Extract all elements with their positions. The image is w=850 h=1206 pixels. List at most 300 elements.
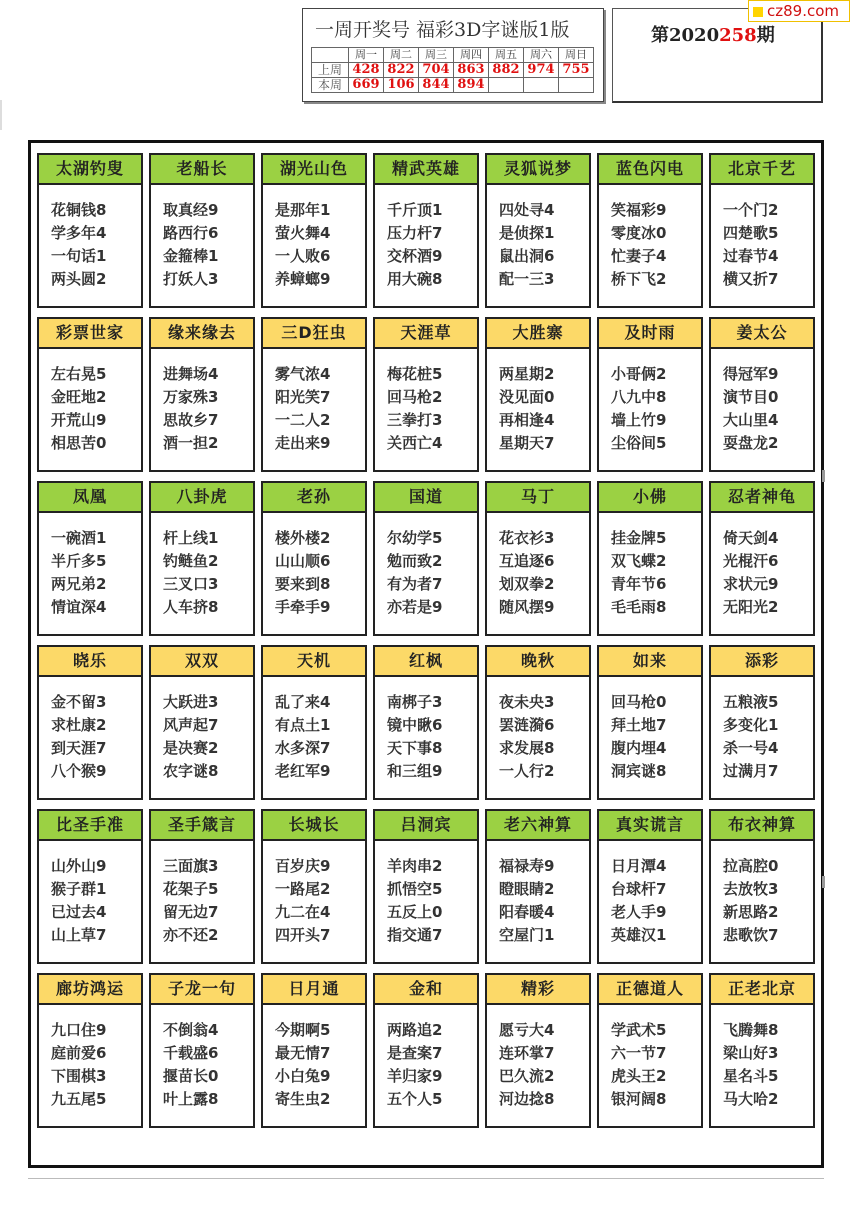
riddle-line: 尔幼学5 bbox=[387, 529, 443, 547]
card-body bbox=[597, 511, 703, 636]
riddle-line: 乱了来4 bbox=[275, 693, 331, 711]
riddle-line: 回马枪0 bbox=[611, 693, 667, 711]
riddle-line: 用大碗8 bbox=[387, 270, 443, 288]
card-title: 如来 bbox=[597, 645, 703, 675]
riddle-line: 笑福彩9 bbox=[611, 201, 667, 219]
riddle-card bbox=[373, 153, 479, 306]
riddle-list bbox=[263, 677, 365, 783]
card-body bbox=[261, 1003, 367, 1128]
riddle-list bbox=[375, 349, 477, 455]
riddle-card bbox=[485, 809, 591, 962]
last-week-row bbox=[312, 63, 594, 78]
card-title: 天涯草 bbox=[373, 317, 479, 347]
riddle-line: 夜未央3 bbox=[499, 693, 555, 711]
card-body bbox=[709, 839, 815, 964]
card-body bbox=[149, 347, 255, 472]
riddle-list bbox=[599, 513, 701, 619]
riddle-line: 思故乡7 bbox=[163, 411, 219, 429]
card-title: 灵狐说梦 bbox=[485, 153, 591, 183]
riddle-line: 千斤顶1 bbox=[387, 201, 443, 219]
card-title: 大胜寨 bbox=[485, 317, 591, 347]
card-body bbox=[597, 1003, 703, 1128]
riddle-line: 虎头王2 bbox=[611, 1067, 667, 1085]
riddle-line: 要来到8 bbox=[275, 575, 331, 593]
riddle-line: 是决赛2 bbox=[163, 739, 219, 757]
riddle-line: 水多深7 bbox=[275, 739, 331, 757]
card-title: 天机 bbox=[261, 645, 367, 675]
card-body bbox=[37, 347, 143, 472]
card-title: 比圣手准 bbox=[37, 809, 143, 839]
riddle-line: 互追逐6 bbox=[499, 552, 555, 570]
day-label: 周二 bbox=[384, 48, 419, 63]
riddle-line: 雾气浓4 bbox=[275, 365, 331, 383]
draw-number: 844 bbox=[419, 78, 454, 93]
riddle-line: 老人手9 bbox=[611, 903, 667, 921]
riddle-line: 一人败6 bbox=[275, 247, 331, 265]
card-body bbox=[261, 183, 367, 308]
riddle-line: 有为者7 bbox=[387, 575, 443, 593]
riddle-line: 河边捻8 bbox=[499, 1090, 555, 1108]
day-label: 周一 bbox=[349, 48, 384, 63]
riddle-line: 墙上竹9 bbox=[611, 411, 667, 429]
riddle-grid bbox=[37, 153, 815, 1126]
riddle-card bbox=[149, 645, 255, 798]
card-body bbox=[149, 183, 255, 308]
riddle-line: 花铜钱8 bbox=[51, 201, 107, 219]
riddle-card bbox=[485, 645, 591, 798]
riddle-list bbox=[151, 185, 253, 291]
riddle-line: 去放牧3 bbox=[723, 880, 779, 898]
riddle-list bbox=[39, 349, 141, 455]
card-body bbox=[485, 1003, 591, 1128]
riddle-line: 关西亡4 bbox=[387, 434, 443, 452]
riddle-line: 手牵手9 bbox=[275, 598, 331, 616]
day-label: 周四 bbox=[454, 48, 489, 63]
riddle-line: 有点土1 bbox=[275, 716, 331, 734]
riddle-card bbox=[261, 809, 367, 962]
riddle-line: 寄生虫2 bbox=[275, 1090, 331, 1108]
riddle-list bbox=[151, 1005, 253, 1111]
riddle-line: 走出来9 bbox=[275, 434, 331, 452]
riddle-line: 三面旗3 bbox=[163, 857, 219, 875]
weekly-results-table bbox=[311, 47, 594, 93]
card-title: 姜太公 bbox=[709, 317, 815, 347]
riddle-list bbox=[711, 1005, 813, 1111]
card-title: 正老北京 bbox=[709, 973, 815, 1003]
riddle-line: 小哥俩2 bbox=[611, 365, 667, 383]
riddle-line: 和三组9 bbox=[387, 762, 443, 780]
riddle-line: 六一节7 bbox=[611, 1044, 667, 1062]
card-body bbox=[485, 347, 591, 472]
riddle-line: 飞腾舞8 bbox=[723, 1021, 779, 1039]
riddle-line: 路西行6 bbox=[163, 224, 219, 242]
riddle-line: 两兄弟2 bbox=[51, 575, 107, 593]
riddle-line: 留无边7 bbox=[163, 903, 219, 921]
riddle-line: 到天涯7 bbox=[51, 739, 107, 757]
riddle-card bbox=[37, 317, 143, 470]
riddle-line: 划双拳2 bbox=[499, 575, 555, 593]
riddle-list bbox=[151, 349, 253, 455]
riddle-line: 交杯酒9 bbox=[387, 247, 443, 265]
card-body bbox=[485, 839, 591, 964]
riddle-line: 羊归家9 bbox=[387, 1067, 443, 1085]
riddle-line: 倚天剑4 bbox=[723, 529, 779, 547]
riddle-line: 两路追2 bbox=[387, 1021, 443, 1039]
card-body bbox=[709, 1003, 815, 1128]
riddle-list bbox=[599, 841, 701, 947]
riddle-list bbox=[711, 349, 813, 455]
card-title: 晓乐 bbox=[37, 645, 143, 675]
riddle-card bbox=[373, 317, 479, 470]
riddle-line: 四开头7 bbox=[275, 926, 331, 944]
draw-number: 863 bbox=[454, 63, 489, 78]
riddle-line: 没见面0 bbox=[499, 388, 555, 406]
riddle-line: 星名斗5 bbox=[723, 1067, 779, 1085]
riddle-list bbox=[263, 513, 365, 619]
riddle-line: 下围棋3 bbox=[51, 1067, 107, 1085]
draw-number: 704 bbox=[419, 63, 454, 78]
day-label: 周三 bbox=[419, 48, 454, 63]
riddle-line: 九二在4 bbox=[275, 903, 331, 921]
riddle-list bbox=[599, 185, 701, 291]
riddle-line: 南梆子3 bbox=[387, 693, 443, 711]
riddle-line: 拜土地7 bbox=[611, 716, 667, 734]
riddle-line: 四楚歌5 bbox=[723, 224, 779, 242]
riddle-card bbox=[709, 809, 815, 962]
riddle-list bbox=[39, 677, 141, 783]
riddle-line: 回马枪2 bbox=[387, 388, 443, 406]
card-title: 及时雨 bbox=[597, 317, 703, 347]
riddle-line: 钓鲢鱼2 bbox=[163, 552, 219, 570]
riddle-line: 青年节6 bbox=[611, 575, 667, 593]
riddle-line: 再相逢4 bbox=[499, 411, 555, 429]
riddle-card bbox=[709, 481, 815, 634]
riddle-line: 瞪眼睛2 bbox=[499, 880, 555, 898]
riddle-line: 挂金牌5 bbox=[611, 529, 667, 547]
card-body bbox=[149, 675, 255, 800]
riddle-line: 羊肉串2 bbox=[387, 857, 443, 875]
card-body bbox=[485, 511, 591, 636]
riddle-line: 梁山好3 bbox=[723, 1044, 779, 1062]
card-body bbox=[261, 511, 367, 636]
draw-number bbox=[524, 78, 559, 93]
riddle-line: 一人行2 bbox=[499, 762, 555, 780]
draw-number bbox=[559, 78, 594, 93]
riddle-line: 是那年1 bbox=[275, 201, 331, 219]
card-title: 精武英雄 bbox=[373, 153, 479, 183]
riddle-line: 人车挤8 bbox=[163, 598, 219, 616]
riddle-card bbox=[149, 973, 255, 1126]
riddle-line: 萤火舞4 bbox=[275, 224, 331, 242]
riddle-line: 不倒翁4 bbox=[163, 1021, 219, 1039]
side-mark bbox=[822, 470, 825, 482]
riddle-line: 金旺地2 bbox=[51, 388, 107, 406]
riddle-line: 山外山9 bbox=[51, 857, 107, 875]
riddle-card bbox=[37, 481, 143, 634]
riddle-line: 过春节4 bbox=[723, 247, 779, 265]
card-body bbox=[373, 839, 479, 964]
riddle-list bbox=[599, 677, 701, 783]
riddle-list bbox=[263, 841, 365, 947]
riddle-line: 台球杆7 bbox=[611, 880, 667, 898]
riddle-card bbox=[597, 317, 703, 470]
riddle-line: 最无情7 bbox=[275, 1044, 331, 1062]
draw-number: 755 bbox=[559, 63, 594, 78]
riddle-line: 亦若是9 bbox=[387, 598, 443, 616]
riddle-line: 阳春暖4 bbox=[499, 903, 555, 921]
riddle-card bbox=[37, 973, 143, 1126]
day-label: 周日 bbox=[559, 48, 594, 63]
riddle-line: 忙妻子4 bbox=[611, 247, 667, 265]
riddle-line: 风声起7 bbox=[163, 716, 219, 734]
card-title: 子龙一句 bbox=[149, 973, 255, 1003]
card-body bbox=[37, 675, 143, 800]
riddle-line: 光棍汗6 bbox=[723, 552, 779, 570]
riddle-line: 万家殊3 bbox=[163, 388, 219, 406]
card-title: 老孙 bbox=[261, 481, 367, 511]
card-body bbox=[373, 183, 479, 308]
riddle-list bbox=[375, 841, 477, 947]
footer-rule bbox=[28, 1178, 824, 1179]
card-title: 小佛 bbox=[597, 481, 703, 511]
riddle-card bbox=[709, 973, 815, 1126]
riddle-line: 老红军9 bbox=[275, 762, 331, 780]
riddle-card bbox=[149, 317, 255, 470]
card-title: 晚秋 bbox=[485, 645, 591, 675]
riddle-line: 百岁庆9 bbox=[275, 857, 331, 875]
riddle-line: 酒一担2 bbox=[163, 434, 219, 452]
card-title: 湖光山色 bbox=[261, 153, 367, 183]
riddle-line: 相思苦0 bbox=[51, 434, 107, 452]
riddle-line: 压力杆7 bbox=[387, 224, 443, 242]
riddle-list bbox=[375, 1005, 477, 1111]
riddle-list bbox=[711, 185, 813, 291]
riddle-line: 大山里4 bbox=[723, 411, 779, 429]
riddle-line: 过满月7 bbox=[723, 762, 779, 780]
riddle-line: 九口住9 bbox=[51, 1021, 107, 1039]
riddle-line: 腹内埋4 bbox=[611, 739, 667, 757]
riddle-line: 叶上露8 bbox=[163, 1090, 219, 1108]
riddle-line: 小白兔9 bbox=[275, 1067, 331, 1085]
riddle-line: 是查案7 bbox=[387, 1044, 443, 1062]
card-title: 红枫 bbox=[373, 645, 479, 675]
draw-number: 822 bbox=[384, 63, 419, 78]
riddle-line: 四处寻4 bbox=[499, 201, 555, 219]
riddle-line: 金箍棒1 bbox=[163, 247, 219, 265]
riddle-line: 左右晃5 bbox=[51, 365, 107, 383]
riddle-line: 阳光笑7 bbox=[275, 388, 331, 406]
riddle-list bbox=[711, 841, 813, 947]
riddle-list bbox=[487, 841, 589, 947]
card-title: 缘来缘去 bbox=[149, 317, 255, 347]
card-title: 圣手箴言 bbox=[149, 809, 255, 839]
riddle-line: 五反上0 bbox=[387, 903, 443, 921]
riddle-line: 猴子群1 bbox=[51, 880, 107, 898]
riddle-line: 指交通7 bbox=[387, 926, 443, 944]
card-body bbox=[597, 183, 703, 308]
riddle-card bbox=[485, 973, 591, 1126]
draw-number: 894 bbox=[454, 78, 489, 93]
side-mark bbox=[822, 876, 825, 888]
riddle-line: 八个猴9 bbox=[51, 762, 107, 780]
card-title: 布衣神算 bbox=[709, 809, 815, 839]
riddle-line: 已过去4 bbox=[51, 903, 107, 921]
riddle-card bbox=[709, 645, 815, 798]
weekly-results-panel bbox=[302, 8, 604, 102]
riddle-line: 八九中8 bbox=[611, 388, 667, 406]
riddle-line: 大跃进3 bbox=[163, 693, 219, 711]
riddle-list bbox=[151, 513, 253, 619]
card-body bbox=[37, 839, 143, 964]
card-body bbox=[373, 675, 479, 800]
riddle-line: 悲歌饮7 bbox=[723, 926, 779, 944]
riddle-line: 得冠军9 bbox=[723, 365, 779, 383]
riddle-card bbox=[373, 645, 479, 798]
riddle-line: 勉而致2 bbox=[387, 552, 443, 570]
riddle-list bbox=[375, 185, 477, 291]
card-title: 三D狂虫 bbox=[261, 317, 367, 347]
riddle-line: 银河阔8 bbox=[611, 1090, 667, 1108]
card-body bbox=[709, 511, 815, 636]
issue-panel bbox=[612, 8, 823, 103]
day-label: 周六 bbox=[524, 48, 559, 63]
row-label: 本周 bbox=[312, 78, 349, 93]
riddle-list bbox=[151, 841, 253, 947]
card-title: 真实谎言 bbox=[597, 809, 703, 839]
riddle-line: 罢涟漪6 bbox=[499, 716, 555, 734]
riddle-line: 五粮液5 bbox=[723, 693, 779, 711]
card-body bbox=[373, 511, 479, 636]
riddle-line: 开荒山9 bbox=[51, 411, 107, 429]
riddle-list bbox=[599, 349, 701, 455]
card-body bbox=[149, 1003, 255, 1128]
riddle-card bbox=[485, 153, 591, 306]
riddle-card bbox=[261, 645, 367, 798]
riddle-line: 学武术5 bbox=[611, 1021, 667, 1039]
draw-number: 106 bbox=[384, 78, 419, 93]
riddle-card bbox=[485, 317, 591, 470]
card-body bbox=[37, 511, 143, 636]
riddle-line: 一二人2 bbox=[275, 411, 331, 429]
card-title: 金和 bbox=[373, 973, 479, 1003]
riddle-card bbox=[261, 153, 367, 306]
riddle-line: 一个门2 bbox=[723, 201, 779, 219]
draw-number: 974 bbox=[524, 63, 559, 78]
card-title: 日月通 bbox=[261, 973, 367, 1003]
riddle-line: 两星期2 bbox=[499, 365, 555, 383]
riddle-line: 养蟑螂9 bbox=[275, 270, 331, 288]
riddle-line: 梅花桩5 bbox=[387, 365, 443, 383]
riddle-list bbox=[39, 841, 141, 947]
riddle-line: 半斤多5 bbox=[51, 552, 107, 570]
riddle-line: 千载盛6 bbox=[163, 1044, 219, 1062]
riddle-card bbox=[37, 809, 143, 962]
card-body bbox=[149, 511, 255, 636]
riddle-card bbox=[373, 481, 479, 634]
riddle-list bbox=[487, 349, 589, 455]
riddle-line: 新思路2 bbox=[723, 903, 779, 921]
riddle-line: 抓悟空5 bbox=[387, 880, 443, 898]
card-title: 吕洞宾 bbox=[373, 809, 479, 839]
riddle-card bbox=[261, 481, 367, 634]
riddle-line: 揠苗长0 bbox=[163, 1067, 219, 1085]
riddle-card bbox=[709, 153, 815, 306]
riddle-card bbox=[149, 481, 255, 634]
riddle-card bbox=[149, 153, 255, 306]
riddle-line: 九五尾5 bbox=[51, 1090, 107, 1108]
card-title: 老六神算 bbox=[485, 809, 591, 839]
riddle-list bbox=[487, 185, 589, 291]
riddle-list bbox=[39, 1005, 141, 1111]
riddle-card bbox=[485, 481, 591, 634]
riddle-line: 金不留3 bbox=[51, 693, 107, 711]
riddle-line: 一路尾2 bbox=[275, 880, 331, 898]
riddle-list bbox=[375, 677, 477, 783]
riddle-line: 日月潭4 bbox=[611, 857, 667, 875]
draw-number: 428 bbox=[349, 63, 384, 78]
riddle-card bbox=[597, 481, 703, 634]
riddle-line: 一句话1 bbox=[51, 247, 107, 265]
riddle-line: 求状元9 bbox=[723, 575, 779, 593]
card-title: 八卦虎 bbox=[149, 481, 255, 511]
riddle-line: 取真经9 bbox=[163, 201, 219, 219]
riddle-line: 今期啊5 bbox=[275, 1021, 331, 1039]
card-title: 北京千艺 bbox=[709, 153, 815, 183]
card-title: 老船长 bbox=[149, 153, 255, 183]
card-body bbox=[485, 183, 591, 308]
riddle-card bbox=[373, 809, 479, 962]
riddle-list bbox=[487, 1005, 589, 1111]
card-title: 廊坊鸿运 bbox=[37, 973, 143, 1003]
riddle-line: 花衣衫3 bbox=[499, 529, 555, 547]
riddle-line: 打妖人3 bbox=[163, 270, 219, 288]
draw-number: 669 bbox=[349, 78, 384, 93]
riddle-line: 星期天7 bbox=[499, 434, 555, 452]
margin-mark bbox=[0, 100, 2, 130]
card-body bbox=[37, 1003, 143, 1128]
card-body bbox=[597, 675, 703, 800]
card-body bbox=[149, 839, 255, 964]
riddle-line: 天下事8 bbox=[387, 739, 443, 757]
card-body bbox=[709, 347, 815, 472]
draw-number bbox=[489, 78, 524, 93]
card-body bbox=[709, 675, 815, 800]
site-badge[interactable]: cz89.com bbox=[748, 0, 850, 22]
card-title: 忍者神龟 bbox=[709, 481, 815, 511]
square-icon bbox=[753, 7, 763, 17]
riddle-line: 三拳打3 bbox=[387, 411, 443, 429]
riddle-card bbox=[709, 317, 815, 470]
riddle-card bbox=[37, 153, 143, 306]
riddle-line: 花架子5 bbox=[163, 880, 219, 898]
card-title: 正德道人 bbox=[597, 973, 703, 1003]
riddle-line: 农字谜8 bbox=[163, 762, 219, 780]
card-body bbox=[373, 347, 479, 472]
card-title: 精彩 bbox=[485, 973, 591, 1003]
riddle-line: 学多年4 bbox=[51, 224, 107, 242]
riddle-line: 一碗酒1 bbox=[51, 529, 107, 547]
riddle-line: 无阳光2 bbox=[723, 598, 779, 616]
riddle-card bbox=[261, 973, 367, 1126]
riddle-list bbox=[263, 1005, 365, 1111]
card-title: 彩票世家 bbox=[37, 317, 143, 347]
riddle-list bbox=[39, 185, 141, 291]
card-body bbox=[709, 183, 815, 308]
riddle-card bbox=[597, 973, 703, 1126]
riddle-line: 桥下飞2 bbox=[611, 270, 667, 288]
card-title: 双双 bbox=[149, 645, 255, 675]
riddle-line: 随风摆9 bbox=[499, 598, 555, 616]
